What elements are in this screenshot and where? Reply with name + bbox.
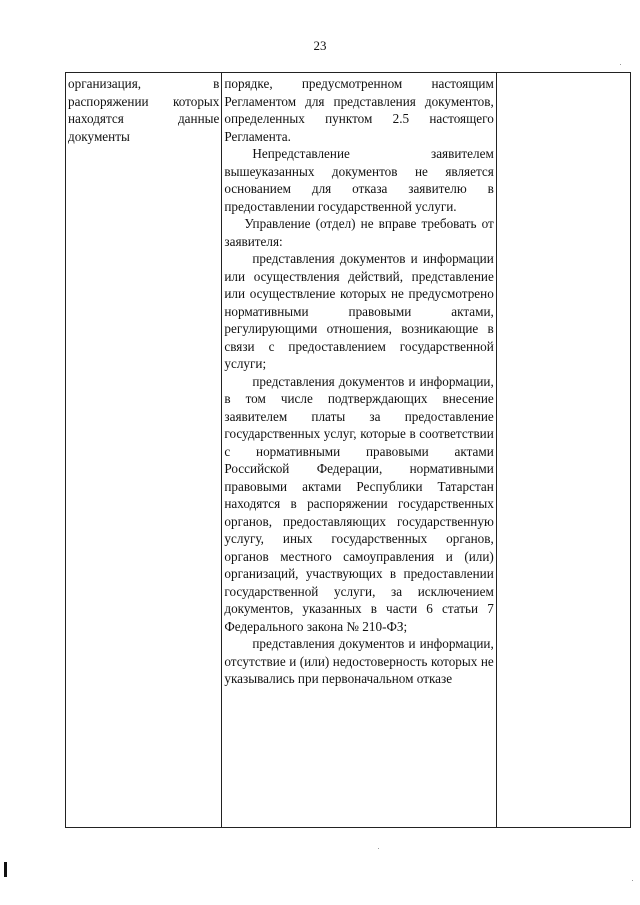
paragraph-item-1: представления документов и информации или осуществления действий, представление или осуществление которых не предусмотрено нормативными правовыми актами, регулирующими отношения, возникающие в связи с предоставлением государственной услуги; bbox=[224, 251, 494, 371]
paragraph-non-submission: Непредставление заявителем вышеуказанных документов не является основанием для отказа заявителю в предоставлении государственной услуги. bbox=[224, 146, 494, 214]
paragraph-department-restriction: Управление (отдел) не вправе требовать от заявителя: bbox=[224, 216, 494, 249]
table-cell-col3 bbox=[496, 73, 630, 828]
scan-speck bbox=[378, 848, 379, 849]
scan-speck bbox=[632, 880, 633, 881]
page-number: 23 bbox=[313, 38, 327, 53]
table-cell-col1 bbox=[66, 73, 222, 828]
regulation-table bbox=[65, 72, 631, 828]
paragraph-item-2: представления документов и информации, в том числе подтверждающих внесение заявителем платы за предоставление государственных услуг, которые в соответствии с нормативными правовыми актами Российской Федерации, нормативными правовыми актами Республики Татарстан находятся в распоряжении государственных органов, предоставляющих государственную услугу, иных государственных органов, органов местного самоуправления и (или) организаций, участвующих в предоставлении государственной услуги, за исключением документов, указанных в части 6 статьи 7 Федерального закона № 210-ФЗ; bbox=[224, 373, 494, 634]
col1-text: организация, в распоряжении которых находятся данные документы bbox=[68, 76, 220, 144]
scan-speck bbox=[620, 64, 621, 65]
table-cell-col2 bbox=[222, 73, 496, 828]
scan-edge-mark bbox=[4, 862, 7, 877]
paragraph-continuation: порядке, предусмотренном настоящим Регламентом для представления документов, определенных пунктом 2.5 настоящего Регламента. bbox=[224, 76, 494, 144]
paragraph-item-3: представления документов и информации, отсутствие и (или) недостоверность которых не указывались при первоначальном отказе bbox=[224, 636, 494, 686]
table-row bbox=[66, 73, 631, 828]
